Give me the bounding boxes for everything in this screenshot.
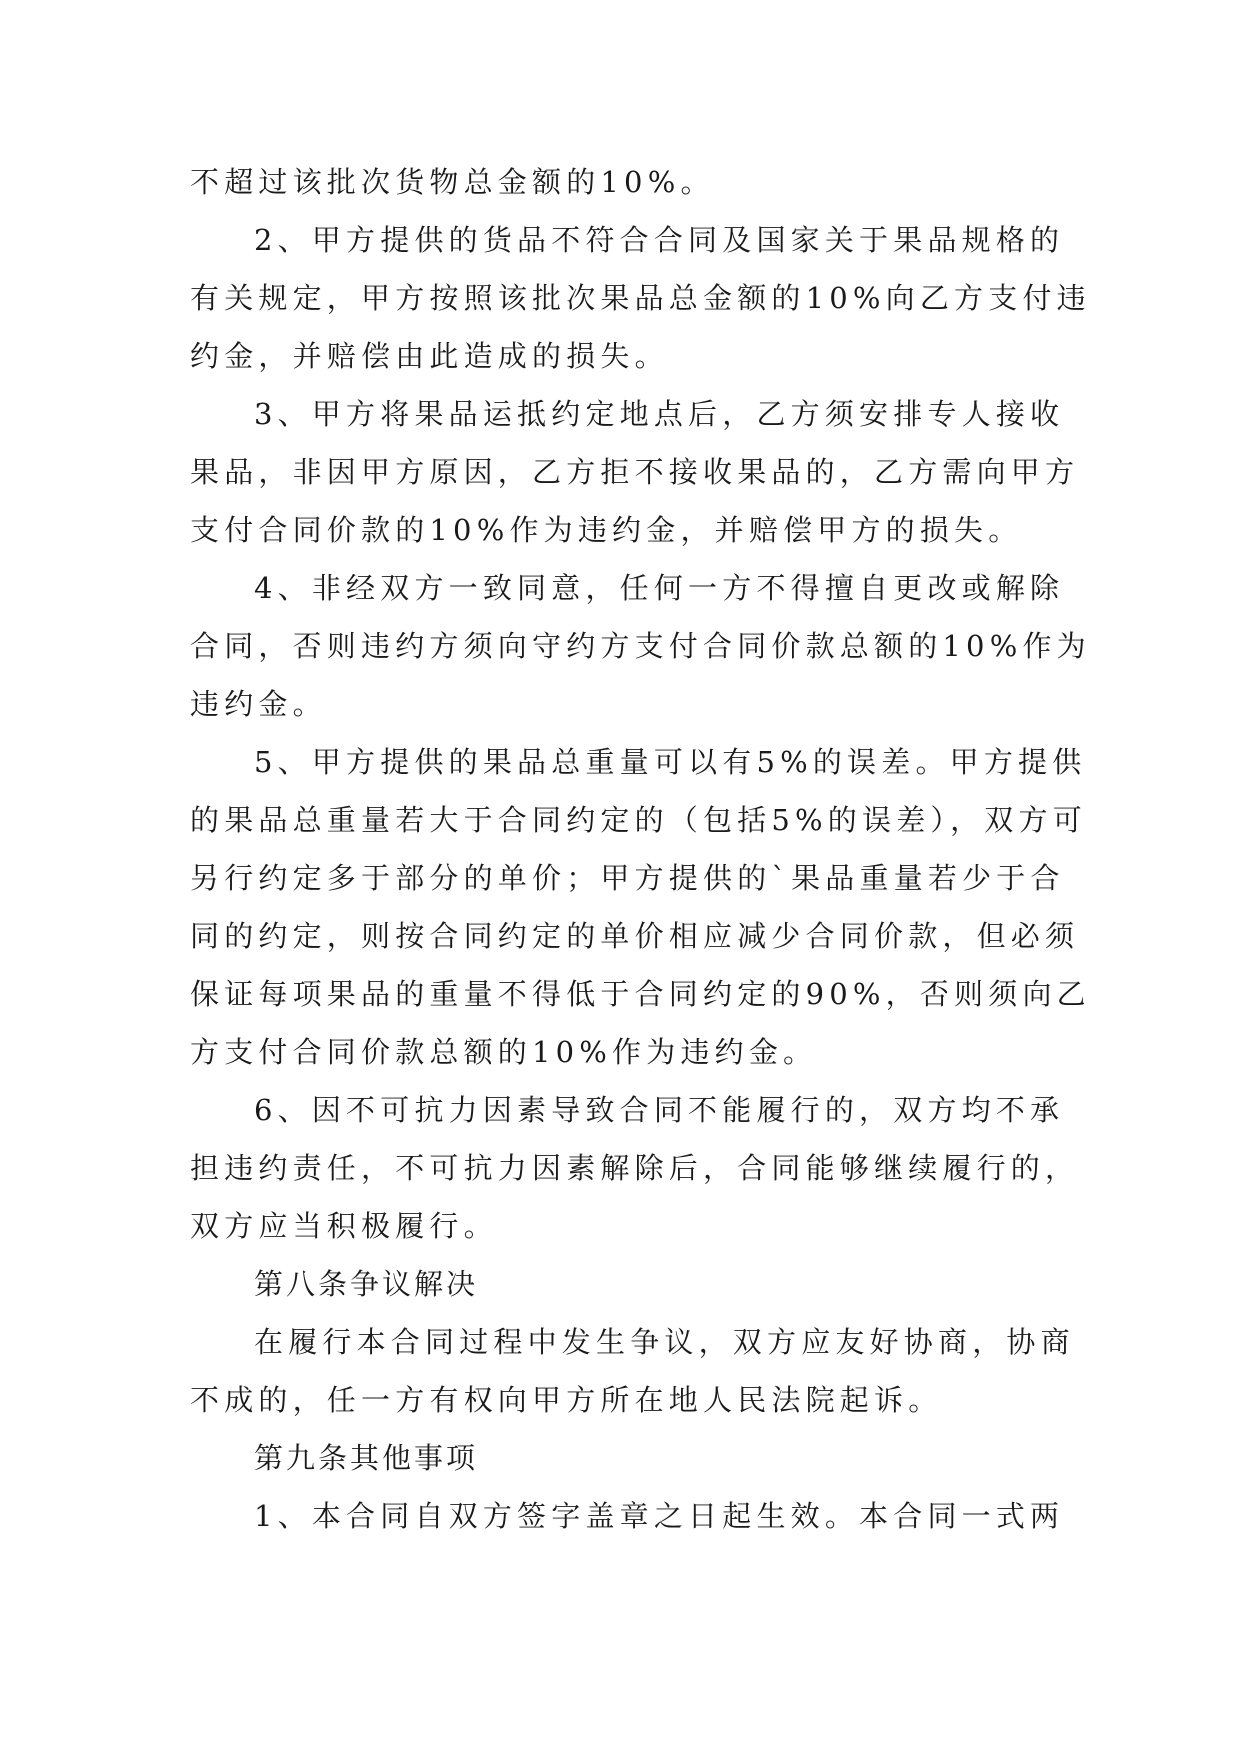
document-body [190,153,1091,1545]
text-line: 担违约责任，不可抗力因素解除后，合同能够继续履行的， [190,1151,1080,1185]
text-line: 5、甲方提供的果品总重量可以有5%的误差。甲方提供 [254,745,1087,779]
text-line: 1、本合同自双方签字盖章之日起生效。本合同一式两 [254,1499,1065,1533]
text-line: 的果品总重量若大于合同约定的（包括5%的误差），双方可 [190,803,1087,837]
text-line: 不超过该批次货物总金额的10%。 [190,165,715,199]
text-line: 有关规定，甲方按照该批次果品总金额的10%向乙方支付违 [190,281,1091,315]
text-line: 合同，否则违约方须向守约方支付合同价款总额的10%作为 [190,629,1091,663]
text-line: 违约金。 [190,687,327,721]
text-line: 果品，非因甲方原因，乙方拒不接收果品的，乙方需向甲方 [190,455,1080,489]
text-line: 在履行本合同过程中发生争议，双方应友好协商，协商 [254,1325,1075,1359]
section-heading: 第九条其他事项 [254,1441,479,1475]
text-line: 约金，并赔偿由此造成的损失。 [190,339,669,373]
text-line: 6、因不可抗力因素导致合同不能履行的，双方均不承 [254,1093,1065,1127]
text-line: 不成的，任一方有权向甲方所在地人民法院起诉。 [190,1383,943,1417]
text-line: 2、甲方提供的货品不符合合同及国家关于果品规格的 [254,223,1065,257]
text-line: 另行约定多于部分的单价；甲方提供的`果品重量若少于合 [190,861,1065,895]
text-line: 保证每项果品的重量不得低于合同约定的90%，否则须向乙 [190,977,1091,1011]
text-line: 双方应当积极履行。 [190,1209,498,1243]
section-heading: 第八条争议解决 [254,1267,479,1301]
text-line: 4、非经双方一致同意，任何一方不得擅自更改或解除 [254,571,1065,605]
text-line: 支付合同价款的10%作为违约金，并赔偿甲方的损失。 [190,513,1023,547]
text-line: 方支付合同价款总额的10%作为违约金。 [190,1035,818,1069]
text-line: 3、甲方将果品运抵约定地点后，乙方须安排专人接收 [254,397,1065,431]
text-line: 同的约定，则按合同约定的单价相应减少合同价款，但必须 [190,919,1080,953]
